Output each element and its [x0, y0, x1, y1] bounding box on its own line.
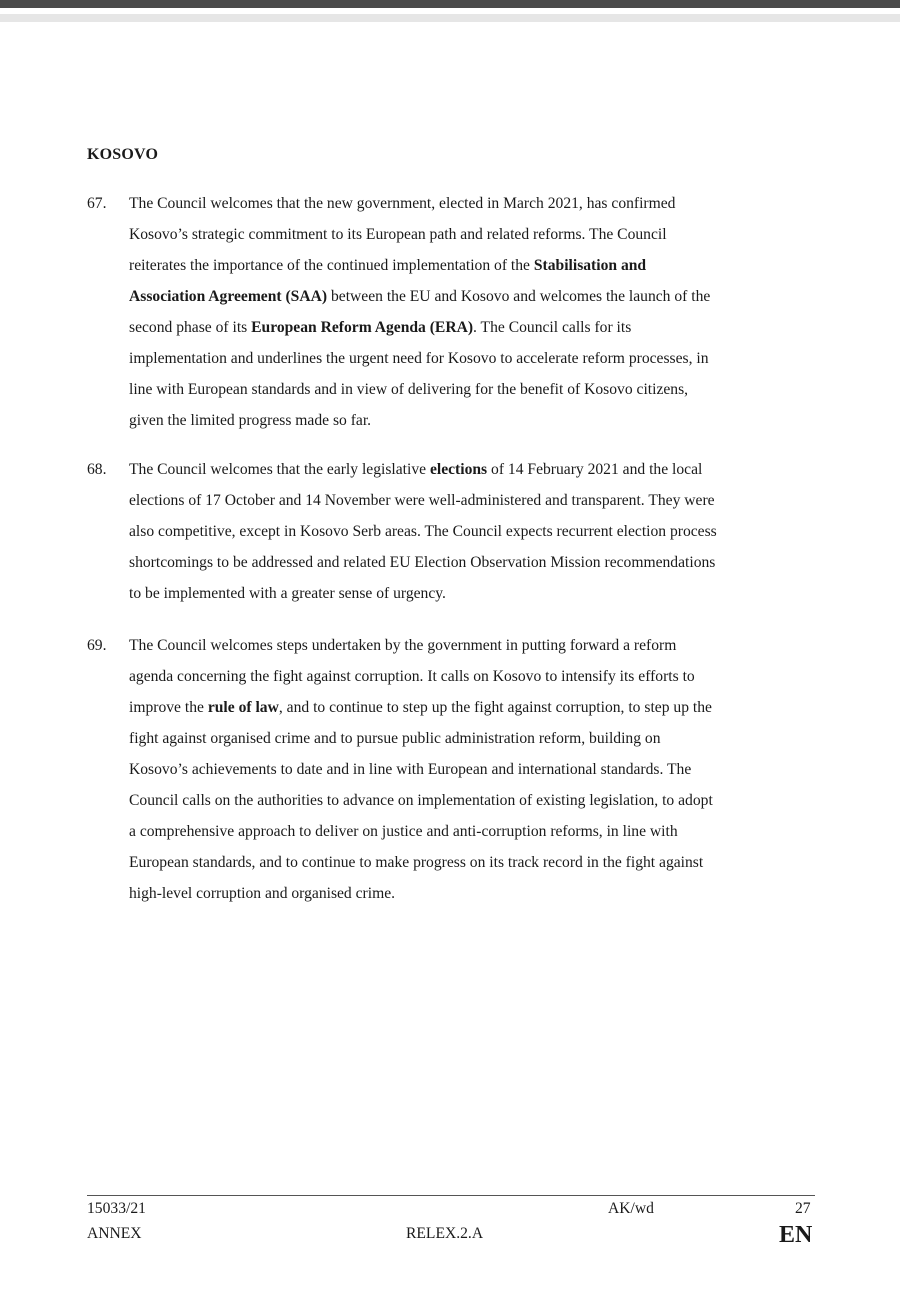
bold-term: elections — [429, 461, 488, 478]
text-line: Council calls on the authorities to advance on implementation of existing legislation, to adopt — [129, 792, 713, 809]
paragraph-body — [129, 630, 827, 909]
paragraph-number: 67. — [87, 195, 107, 212]
bold-term: Association Agreement (SAA) — [129, 288, 328, 305]
paragraph-body — [129, 454, 827, 609]
top-border-light — [0, 14, 900, 22]
text-line: also competitive, except in Kosovo Serb areas. The Council expects recurrent election process — [129, 523, 717, 540]
text-line: European standards, and to continue to make progress on its track record in the fight against — [129, 854, 704, 871]
section-heading: KOSOVO — [87, 146, 159, 163]
footer-language: EN — [779, 1222, 813, 1248]
text-line: implementation and underlines the urgent need for Kosovo to accelerate reform processes, in — [129, 350, 709, 367]
paragraph-69 — [87, 630, 827, 909]
text-line: fight against organised crime and to pursue public administration reform, building on — [129, 730, 661, 747]
text-line: The Council welcomes steps undertaken by the government in putting forward a reform — [129, 637, 677, 654]
footer-doc-number: 15033/21 — [87, 1200, 146, 1217]
text-line: Kosovo’s strategic commitment to its European path and related reforms. The Council — [129, 226, 667, 243]
paragraph-number: 69. — [87, 637, 107, 654]
footer-divider — [87, 1195, 815, 1196]
text-line: high-level corruption and organised crime. — [129, 885, 396, 902]
text-line: The Council welcomes that the new government, elected in March 2021, has confirmed — [129, 195, 676, 212]
paragraph-67 — [87, 188, 827, 436]
footer-page-number: 27 — [795, 1200, 811, 1217]
paragraph-number: 68. — [87, 461, 107, 478]
text-line: given the limited progress made so far. — [129, 412, 372, 429]
text-line: improve the rule of law, and to continue to step up the fight against corruption, to step up the — [129, 699, 712, 716]
bold-term: Stabilisation and — [533, 257, 647, 274]
text-line: second phase of its European Reform Agenda (ERA). The Council calls for its — [129, 319, 632, 336]
text-line: The Council welcomes that the early legislative elections of 14 February 2021 and the local — [129, 461, 703, 478]
footer-annex: ANNEX — [87, 1225, 142, 1242]
paragraph-body — [129, 188, 827, 436]
footer-department: RELEX.2.A — [406, 1225, 484, 1242]
text-line: agenda concerning the fight against corruption. It calls on Kosovo to intensify its efforts to — [129, 668, 695, 685]
text-line: a comprehensive approach to deliver on justice and anti-corruption reforms, in line with — [129, 823, 678, 840]
text-line: reiterates the importance of the continued implementation of the Stabilisation and — [129, 257, 647, 274]
top-border — [0, 0, 900, 8]
text-line: line with European standards and in view of delivering for the benefit of Kosovo citizens, — [129, 381, 689, 398]
text-line: to be implemented with a greater sense of urgency. — [129, 585, 446, 602]
bold-term: rule of law — [207, 699, 279, 716]
text-line: Association Agreement (SAA) between the EU and Kosovo and welcomes the launch of the — [129, 288, 711, 305]
text-line: Kosovo’s achievements to date and in line with European and international standards. The — [129, 761, 692, 778]
footer-initials: AK/wd — [608, 1200, 654, 1217]
text-line: shortcomings to be addressed and related EU Election Observation Mission recommendations — [129, 554, 716, 571]
paragraph-68 — [87, 454, 827, 609]
bold-term: European Reform Agenda (ERA) — [251, 319, 474, 336]
text-line: elections of 17 October and 14 November were well-administered and transparent. They were — [129, 492, 715, 509]
